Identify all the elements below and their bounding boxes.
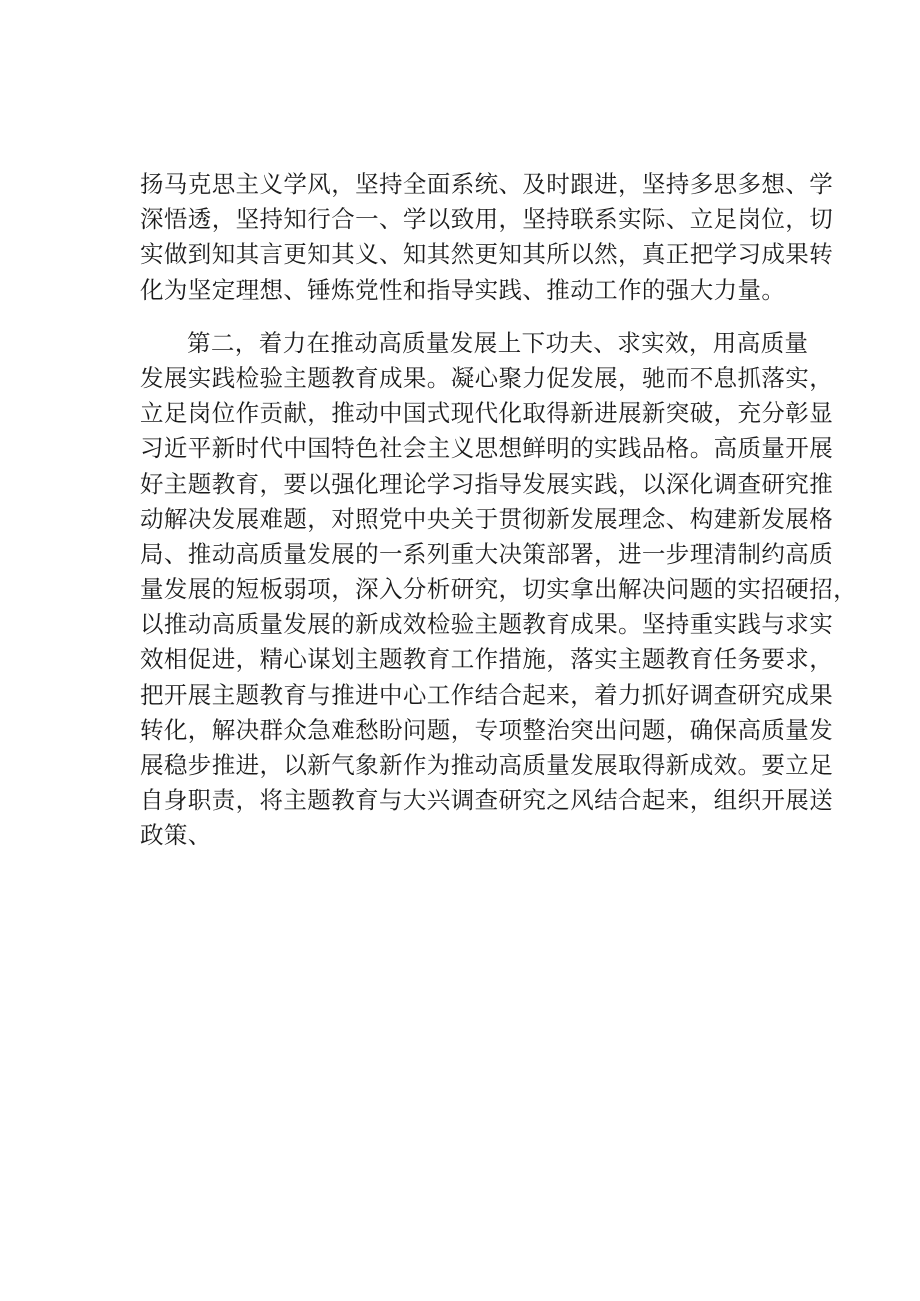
text-line: 效相促进，精心谋划主题教育工作措施，落实主题教育任务要求，: [140, 645, 834, 674]
text-line: 扬马克思主义学风，坚持全面系统、及时跟进，坚持多思多想、学: [140, 170, 834, 198]
text-line: 展稳步推进，以新气象新作为推动高质量发展取得新成效。要立足: [140, 751, 834, 779]
text-line: 自身职责，将主题教育与大兴调查研究之风结合起来，组织开展送: [140, 786, 834, 815]
document-body: [140, 167, 857, 872]
text-line: 量发展的短板弱项，深入分析研究，切实拿出解决问题的实招硬招，: [140, 575, 857, 604]
text-line: 以推动高质量发展的新成效检验主题教育成果。坚持重实践与求实: [140, 610, 834, 639]
text-line: 习近平新时代中国特色社会主义思想鲜明的实践品格。高质量开展: [140, 434, 834, 463]
text-line: 把开展主题教育与推进中心工作结合起来，着力抓好调查研究成果: [140, 680, 834, 709]
text-line: 好主题教育，要以强化理论学习指导发展实践，以深化调查研究推: [140, 469, 834, 498]
paragraph-1: [140, 167, 834, 308]
text-line: 政策、: [140, 821, 212, 850]
text-line: 立足岗位作贡献，推动中国式现代化取得新进展新突破，充分彰显: [140, 399, 834, 428]
paragraph-2: [140, 326, 857, 854]
text-line: 深悟透，坚持知行合一、学以致用，坚持联系实际、立足岗位，切: [140, 205, 834, 234]
text-line: 局、推动高质量发展的一系列重大决策部署，进一步理清制约高质: [140, 539, 834, 568]
text-line: 第二，着力在推动高质量发展上下功夫、求实效，用高质量: [187, 328, 809, 357]
text-line: 发展实践检验主题教育成果。凝心聚力促发展，驰而不息抓落实，: [140, 363, 834, 392]
text-line: 动解决发展难题，对照党中央关于贯彻新发展理念、构建新发展格: [140, 504, 834, 533]
text-line: 实做到知其言更知其义、知其然更知其所以然，真正把学习成果转: [140, 240, 834, 269]
text-line: 转化，解决群众急难愁盼问题，专项整治突出问题，确保高质量发: [140, 715, 834, 744]
text-line: 化为坚定理想、锤炼党性和指导实践、推动工作的强大力量。: [140, 275, 786, 304]
